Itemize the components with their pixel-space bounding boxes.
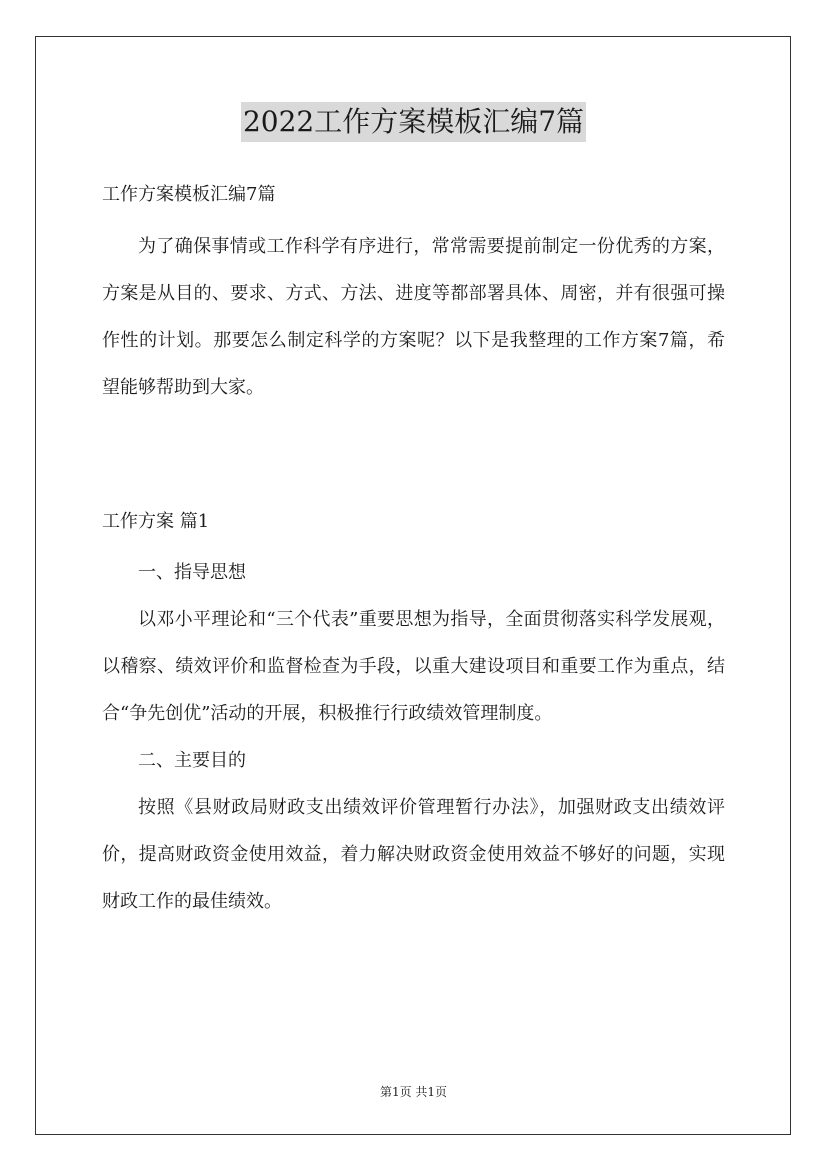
heading-main-purpose: 二、主要目的 xyxy=(138,750,246,771)
paragraph-guiding-ideology: 以邓小平理论和“三个代表”重要思想为指导，全面贯彻落实科学发展观，以稽察、绩效评价和监督检查为手段，以重大建设项目和重要工作为重点，结合“争先创优”活动的开展，积极推行行政绩效管理制度。 xyxy=(102,609,725,724)
intro-paragraph: 为了确保事情或工作科学有序进行，常常需要提前制定一份优秀的方案，方案是从目的、要求、方式、方法、进度等都部署具体、周密，并有很强可操作性的计划。那要怎么制定科学的方案呢？以下是我整理的工作方案7篇，希望能够帮助到大家。 xyxy=(102,236,725,398)
paragraph-main-purpose: 按照《县财政局财政支出绩效评价管理暂行办法》，加强财政支出绩效评价，提高财政资金使用效益，着力解决财政资金使用效益不够好的问题，实现财政工作的最佳绩效。 xyxy=(102,797,725,912)
heading-guiding-ideology: 一、指导思想 xyxy=(138,562,246,583)
section-heading: 工作方案 篇1 xyxy=(102,511,210,532)
document-title: 2022工作方案模板汇编7篇 xyxy=(241,102,586,142)
document-subtitle: 工作方案模板汇编7篇 xyxy=(102,184,276,205)
page-footer: 第1页 共1页 xyxy=(379,1085,448,1099)
